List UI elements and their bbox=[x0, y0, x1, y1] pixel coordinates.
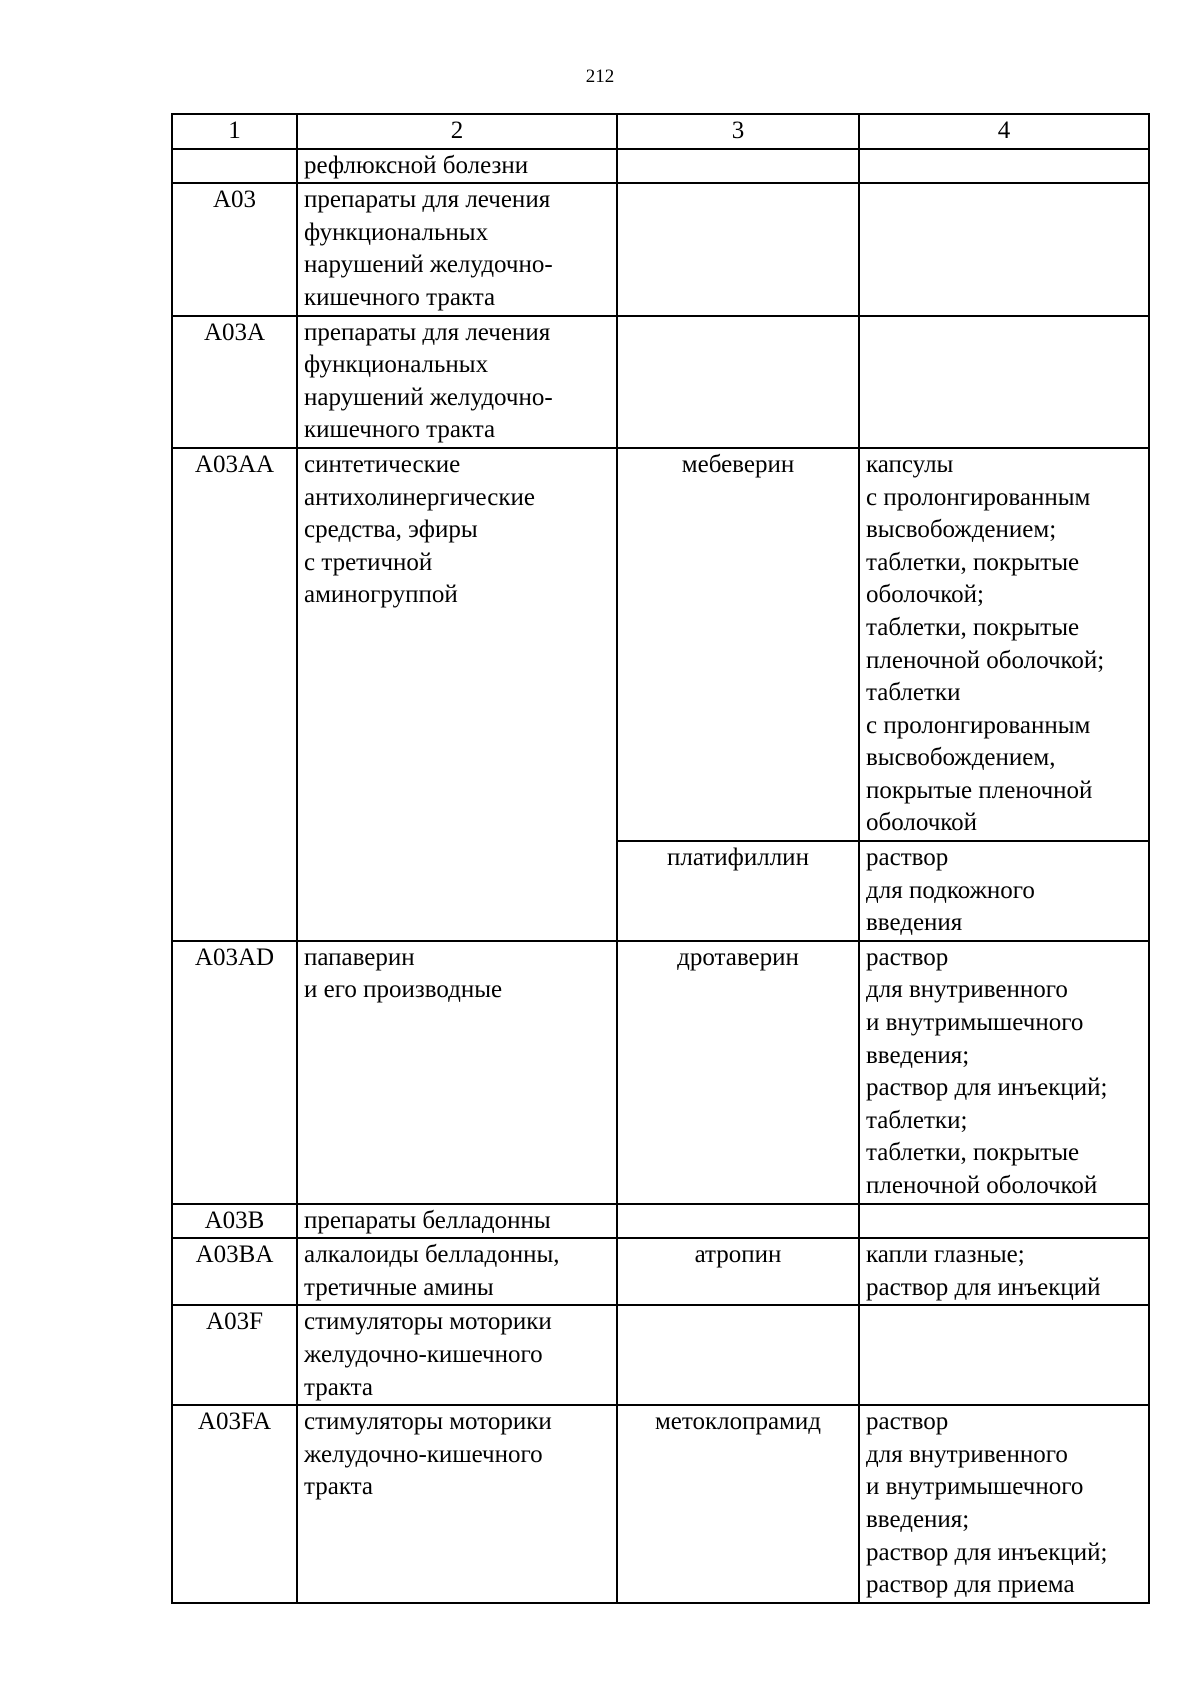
drug-name-cell bbox=[617, 1305, 859, 1405]
dosage-form-cell bbox=[859, 1204, 1149, 1239]
group-cell bbox=[297, 941, 617, 1204]
atc-code-cell: A03AA bbox=[172, 448, 297, 941]
group-text-line: нарушений желудочно- bbox=[304, 251, 553, 279]
dosage-form-text-line: высвобождением, bbox=[866, 744, 1056, 772]
group-text-line: и его производные bbox=[304, 976, 503, 1004]
group-text-line: препараты для лечения bbox=[304, 186, 551, 214]
dosage-form-cell bbox=[859, 149, 1149, 184]
dosage-form-text-line: таблетки bbox=[866, 679, 961, 707]
dosage-form-text-line: таблетки, покрытые bbox=[866, 613, 1080, 641]
group-text-line: рефлюксной болезни bbox=[304, 151, 529, 179]
group-text bbox=[304, 1406, 610, 1504]
table-row bbox=[172, 183, 1149, 315]
group-text-line: препараты белладонны bbox=[304, 1206, 551, 1234]
group-text-line: антихолинергические bbox=[304, 483, 535, 511]
dosage-form-text-line: для подкожного bbox=[866, 876, 1035, 904]
group-text-line: функциональных bbox=[304, 351, 489, 379]
table-row bbox=[172, 448, 1149, 841]
dosage-form-text-line: раствор bbox=[866, 943, 949, 971]
dosage-form-cell bbox=[859, 841, 1149, 941]
table-row bbox=[172, 941, 1149, 1204]
dosage-form-cell bbox=[859, 1405, 1149, 1603]
group-text-line: папаверин bbox=[304, 943, 415, 971]
group-text-line: желудочно-кишечного bbox=[304, 1340, 543, 1368]
dosage-form-text-line: раствор bbox=[866, 844, 949, 872]
dosage-form-text-line: с пролонгированным bbox=[866, 711, 1091, 739]
header-col-3: 3 bbox=[617, 114, 859, 149]
atc-code-cell: A03F bbox=[172, 1305, 297, 1405]
group-cell bbox=[297, 448, 617, 941]
group-text bbox=[304, 184, 610, 314]
atc-code-cell: A03 bbox=[172, 183, 297, 315]
atc-code-cell: A03BA bbox=[172, 1238, 297, 1305]
dosage-form-text-line: пленочной оболочкой; bbox=[866, 646, 1105, 674]
group-text-line: нарушений желудочно- bbox=[304, 383, 553, 411]
dosage-form-text-line: таблетки; bbox=[866, 1106, 968, 1134]
group-text-line: средства, эфиры bbox=[304, 516, 478, 544]
drug-name-cell: атропин bbox=[617, 1238, 859, 1305]
table-row bbox=[172, 316, 1149, 448]
dosage-form-text bbox=[866, 842, 1142, 940]
group-cell bbox=[297, 1238, 617, 1305]
group-text-line: синтетические bbox=[304, 450, 461, 478]
group-text-line: кишечного тракта bbox=[304, 416, 496, 444]
group-text-line: препараты для лечения bbox=[304, 318, 551, 346]
group-cell bbox=[297, 316, 617, 448]
page-number: 212 bbox=[585, 66, 615, 87]
group-text-line: алкалоиды белладонны, bbox=[304, 1241, 560, 1269]
dosage-form-text-line: раствор для инъекций bbox=[866, 1273, 1101, 1301]
drug-table bbox=[171, 113, 1150, 1604]
drug-name-cell bbox=[617, 183, 859, 315]
drug-name-cell bbox=[617, 1204, 859, 1239]
group-text-line: тракта bbox=[304, 1473, 373, 1501]
table-row bbox=[172, 1405, 1149, 1603]
group-text bbox=[304, 942, 610, 1007]
drug-name-cell: дротаверин bbox=[617, 941, 859, 1204]
header-row bbox=[172, 114, 1149, 149]
dosage-form-text-line: оболочкой bbox=[866, 809, 978, 837]
dosage-form-text-line: капсулы bbox=[866, 450, 954, 478]
dosage-form-cell bbox=[859, 183, 1149, 315]
dosage-form-cell bbox=[859, 1238, 1149, 1305]
dosage-form-cell bbox=[859, 1305, 1149, 1405]
dosage-form-text bbox=[866, 449, 1142, 840]
dosage-form-text-line: раствор для инъекций; bbox=[866, 1538, 1108, 1566]
dosage-form-text-line: капли глазные; bbox=[866, 1241, 1025, 1269]
dosage-form-text-line: таблетки, покрытые bbox=[866, 1139, 1080, 1167]
drug-name-cell: мебеверин bbox=[617, 448, 859, 841]
dosage-form-text-line: покрытые пленочной bbox=[866, 776, 1093, 804]
group-text-line: желудочно-кишечного bbox=[304, 1440, 543, 1468]
dosage-form-text-line: и внутримышечного bbox=[866, 1473, 1084, 1501]
group-text bbox=[304, 317, 610, 447]
dosage-form-cell bbox=[859, 316, 1149, 448]
dosage-form-cell bbox=[859, 941, 1149, 1204]
dosage-form-text bbox=[866, 942, 1142, 1203]
dosage-form-text bbox=[866, 1239, 1142, 1304]
dosage-form-text-line: для внутривенного bbox=[866, 976, 1068, 1004]
group-cell bbox=[297, 1405, 617, 1603]
atc-code-cell: A03FA bbox=[172, 1405, 297, 1603]
atc-code-cell: A03A bbox=[172, 316, 297, 448]
atc-code-cell: A03B bbox=[172, 1204, 297, 1239]
dosage-form-text-line: пленочной оболочкой bbox=[866, 1172, 1098, 1199]
group-text-line: кишечного тракта bbox=[304, 283, 496, 311]
group-cell bbox=[297, 1305, 617, 1405]
group-text bbox=[304, 449, 610, 612]
drug-name-cell: метоклопрамид bbox=[617, 1405, 859, 1603]
drug-name-cell bbox=[617, 149, 859, 184]
table-row bbox=[172, 149, 1149, 184]
group-text-line: аминогруппой bbox=[304, 581, 458, 609]
group-cell bbox=[297, 149, 617, 184]
dosage-form-text-line: введения; bbox=[866, 1041, 970, 1069]
drug-name-cell bbox=[617, 316, 859, 448]
group-text-line: стимуляторы моторики bbox=[304, 1308, 552, 1336]
atc-code-cell: A03AD bbox=[172, 941, 297, 1204]
table-row bbox=[172, 1305, 1149, 1405]
dosage-form-text-line: введения bbox=[866, 909, 963, 937]
group-text bbox=[304, 1306, 610, 1404]
dosage-form-text-line: раствор для инъекций; bbox=[866, 1074, 1108, 1102]
group-text-line: функциональных bbox=[304, 218, 489, 246]
group-text-line: третичные амины bbox=[304, 1273, 494, 1301]
group-cell bbox=[297, 1204, 617, 1239]
dosage-form-text-line: и внутримышечного bbox=[866, 1009, 1084, 1037]
dosage-form-text-line: оболочкой; bbox=[866, 581, 984, 609]
dosage-form-text-line: введения; bbox=[866, 1505, 970, 1533]
dosage-form-text-line: раствор bbox=[866, 1408, 949, 1436]
table-row bbox=[172, 1238, 1149, 1305]
table-row bbox=[172, 1204, 1149, 1239]
drug-name-cell: платифиллин bbox=[617, 841, 859, 941]
dosage-form-text-line: раствор для приема bbox=[866, 1571, 1075, 1599]
group-text-line: с третичной bbox=[304, 548, 433, 576]
header-col-4: 4 bbox=[859, 114, 1149, 149]
atc-code-cell bbox=[172, 149, 297, 184]
header-col-2: 2 bbox=[297, 114, 617, 149]
group-text bbox=[304, 150, 610, 183]
group-text-line: стимуляторы моторики bbox=[304, 1408, 552, 1436]
dosage-form-cell bbox=[859, 448, 1149, 841]
header-col-1: 1 bbox=[172, 114, 297, 149]
dosage-form-text-line: таблетки, покрытые bbox=[866, 548, 1080, 576]
dosage-form-text bbox=[866, 1406, 1142, 1602]
group-text bbox=[304, 1205, 610, 1238]
group-text bbox=[304, 1239, 610, 1304]
group-cell bbox=[297, 183, 617, 315]
dosage-form-text-line: с пролонгированным bbox=[866, 483, 1091, 511]
dosage-form-text-line: для внутривенного bbox=[866, 1440, 1068, 1468]
group-text-line: тракта bbox=[304, 1373, 373, 1401]
dosage-form-text-line: высвобождением; bbox=[866, 516, 1057, 544]
